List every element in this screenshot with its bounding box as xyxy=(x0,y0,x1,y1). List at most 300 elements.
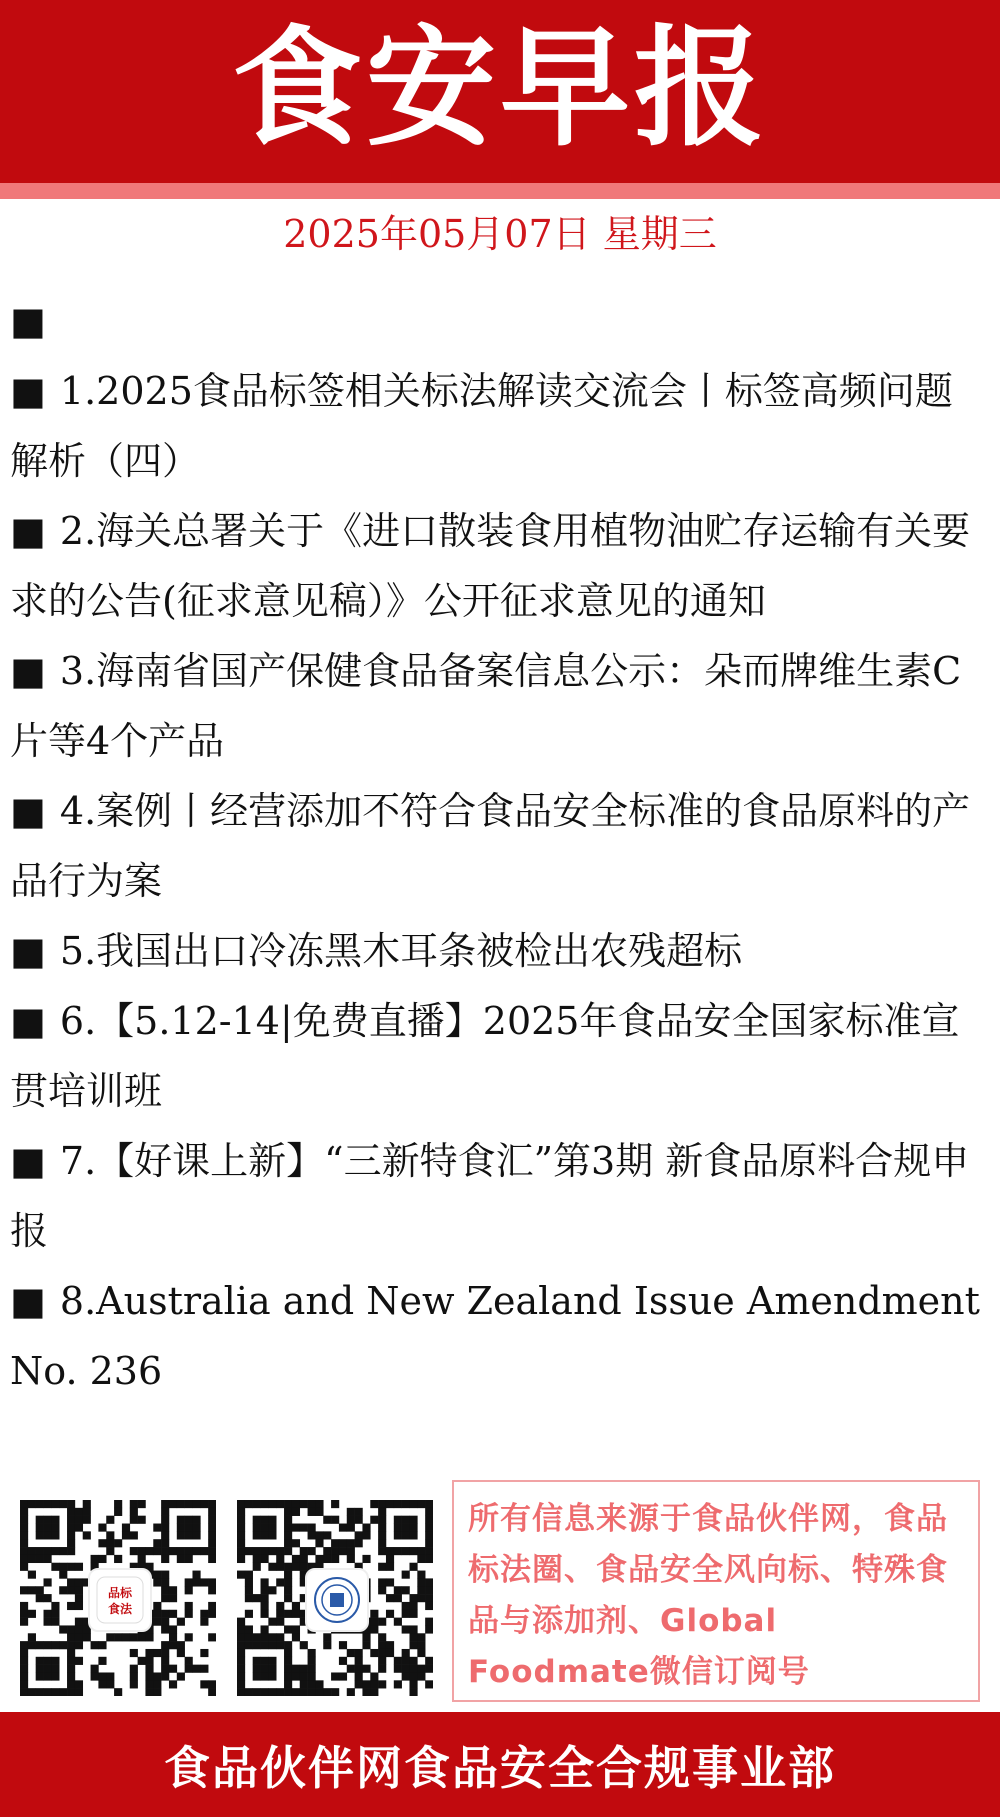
qr-module xyxy=(200,1618,208,1626)
qr-module xyxy=(370,1618,378,1626)
qr-module xyxy=(425,1602,433,1610)
qr-module xyxy=(153,1672,161,1680)
qr-module xyxy=(44,1657,52,1665)
headline-item[interactable] xyxy=(10,916,985,986)
qr-module xyxy=(51,1688,59,1696)
qr-module xyxy=(185,1516,193,1524)
qr-module xyxy=(362,1641,370,1649)
qr-module xyxy=(67,1524,75,1532)
qr-module xyxy=(169,1665,177,1673)
qr-module xyxy=(378,1586,386,1594)
qr-module xyxy=(208,1602,216,1610)
qr-module xyxy=(308,1680,316,1688)
qr-module xyxy=(36,1672,44,1680)
qr-module xyxy=(425,1516,433,1524)
qr-module xyxy=(237,1633,245,1641)
qr-module xyxy=(67,1641,75,1649)
headline-text: 7.【好课上新】“三新特食汇”第3期 新食品原料合规申报 xyxy=(10,1139,970,1253)
qr-module xyxy=(394,1516,402,1524)
qr-module xyxy=(292,1563,300,1571)
qr-module xyxy=(28,1586,36,1594)
qr-module xyxy=(51,1547,59,1555)
qr-module xyxy=(153,1539,161,1547)
logo-mark xyxy=(95,1575,145,1625)
qr-module xyxy=(51,1657,59,1665)
qr-module xyxy=(192,1500,200,1508)
qr-module xyxy=(237,1641,245,1649)
headline-list xyxy=(10,286,985,1406)
qr-module xyxy=(409,1672,417,1680)
qr-module xyxy=(208,1578,216,1586)
qr-module xyxy=(169,1586,177,1594)
qr-module xyxy=(67,1586,75,1594)
qr-module xyxy=(200,1665,208,1673)
qr-module xyxy=(308,1657,316,1665)
qr-module xyxy=(261,1657,269,1665)
qr-module xyxy=(83,1531,91,1539)
qr-module xyxy=(145,1649,153,1657)
qr-module xyxy=(261,1500,269,1508)
qr-module xyxy=(20,1688,28,1696)
qr-module xyxy=(36,1586,44,1594)
qr-module xyxy=(268,1665,276,1673)
qr-module xyxy=(370,1680,378,1688)
headline-text: 4.案例丨经营添加不符合食品安全标准的食品原料的产品行为案 xyxy=(10,789,971,903)
headline-item[interactable] xyxy=(10,776,985,916)
qr-module xyxy=(192,1531,200,1539)
bullet-icon: ■ xyxy=(10,929,46,973)
svg-text:品标: 品标 xyxy=(107,1586,133,1600)
qr-module xyxy=(75,1586,83,1594)
qr-module xyxy=(75,1680,83,1688)
qr-module xyxy=(417,1633,425,1641)
qr-module xyxy=(44,1531,52,1539)
qr-module xyxy=(386,1641,394,1649)
qr-module xyxy=(402,1500,410,1508)
qr-module xyxy=(284,1539,292,1547)
qr-module xyxy=(378,1578,386,1586)
qr-module xyxy=(177,1618,185,1626)
headline-item[interactable] xyxy=(10,1266,985,1406)
qr-module xyxy=(237,1524,245,1532)
qr-module xyxy=(394,1665,402,1673)
qr-module xyxy=(268,1547,276,1555)
qr-module xyxy=(425,1594,433,1602)
qr-module xyxy=(394,1586,402,1594)
qr-module xyxy=(425,1539,433,1547)
qr-module xyxy=(185,1524,193,1532)
qr-module xyxy=(169,1610,177,1618)
qr-module xyxy=(20,1657,28,1665)
qr-module xyxy=(67,1672,75,1680)
headline-item[interactable] xyxy=(10,286,985,356)
qr-module xyxy=(409,1688,417,1696)
qr-module xyxy=(200,1578,208,1586)
qr-module xyxy=(402,1649,410,1657)
qr-module xyxy=(284,1508,292,1516)
qr-module xyxy=(169,1633,177,1641)
headline-item[interactable] xyxy=(10,356,985,496)
qr-module xyxy=(284,1680,292,1688)
qr-module xyxy=(153,1688,161,1696)
qr-module xyxy=(161,1539,169,1547)
qr-module xyxy=(409,1680,417,1688)
qr-module xyxy=(177,1524,185,1532)
qr-module xyxy=(106,1516,114,1524)
qr-module xyxy=(245,1578,253,1586)
qr-module xyxy=(284,1672,292,1680)
qr-module xyxy=(315,1680,323,1688)
qr-module xyxy=(300,1524,308,1532)
qr-module xyxy=(409,1547,417,1555)
qr-module xyxy=(145,1547,153,1555)
qr-module xyxy=(300,1547,308,1555)
qr-module xyxy=(409,1500,417,1508)
qr-module xyxy=(98,1555,106,1563)
qr-module xyxy=(417,1641,425,1649)
qr-module xyxy=(130,1672,138,1680)
qr-module xyxy=(20,1610,28,1618)
qr-module xyxy=(347,1665,355,1673)
qr-module xyxy=(386,1563,394,1571)
qr-module xyxy=(185,1547,193,1555)
qr-module xyxy=(51,1672,59,1680)
qr-module xyxy=(402,1524,410,1532)
qr-module xyxy=(75,1633,83,1641)
qr-module xyxy=(28,1547,36,1555)
qr-module xyxy=(300,1500,308,1508)
qr-module xyxy=(378,1657,386,1665)
bullet-icon: ■ xyxy=(10,789,46,833)
qr-module xyxy=(185,1578,193,1586)
qr-module xyxy=(20,1641,28,1649)
qr-module xyxy=(323,1633,331,1641)
qr-module xyxy=(208,1688,216,1696)
qr-module xyxy=(339,1641,347,1649)
qr-module xyxy=(409,1516,417,1524)
qr-module xyxy=(200,1649,208,1657)
qr-module xyxy=(138,1547,146,1555)
qr-module xyxy=(36,1688,44,1696)
qr-module xyxy=(276,1633,284,1641)
qr-module xyxy=(51,1602,59,1610)
qr-module xyxy=(347,1516,355,1524)
qr-module xyxy=(300,1563,308,1571)
qr-module xyxy=(284,1657,292,1665)
qr-module xyxy=(261,1641,269,1649)
qr-module xyxy=(292,1688,300,1696)
qr-module xyxy=(130,1508,138,1516)
qr-module xyxy=(67,1531,75,1539)
qr-module xyxy=(402,1571,410,1579)
footer-block xyxy=(0,1480,1000,1710)
qr-module xyxy=(268,1500,276,1508)
qr-module xyxy=(261,1516,269,1524)
qr-module xyxy=(417,1594,425,1602)
qr-module xyxy=(245,1625,253,1633)
qr-module xyxy=(378,1618,386,1626)
qr-module xyxy=(417,1586,425,1594)
masthead-stripe xyxy=(0,183,1000,199)
qr-module xyxy=(253,1657,261,1665)
qr-module xyxy=(308,1665,316,1673)
qr-module xyxy=(44,1524,52,1532)
qr-module xyxy=(75,1625,83,1633)
qr-module xyxy=(362,1665,370,1673)
qr-module xyxy=(394,1680,402,1688)
qr-module xyxy=(145,1688,153,1696)
qr-module xyxy=(208,1524,216,1532)
qr-module xyxy=(323,1531,331,1539)
qr-module xyxy=(20,1586,28,1594)
qr-module xyxy=(276,1618,284,1626)
qr-module xyxy=(67,1680,75,1688)
qr-module xyxy=(315,1555,323,1563)
qr-module xyxy=(153,1524,161,1532)
qr-module xyxy=(245,1688,253,1696)
qr-module xyxy=(409,1610,417,1618)
bullet-icon: ■ xyxy=(10,1139,46,1183)
qr-module xyxy=(161,1547,169,1555)
qr-module xyxy=(402,1665,410,1673)
qr-module xyxy=(425,1586,433,1594)
qr-module xyxy=(130,1633,138,1641)
qr-module xyxy=(208,1555,216,1563)
qr-module xyxy=(409,1657,417,1665)
qr-module xyxy=(185,1665,193,1673)
qr-module xyxy=(425,1500,433,1508)
qr-module xyxy=(51,1563,59,1571)
qr-module xyxy=(370,1688,378,1696)
qr-module xyxy=(292,1524,300,1532)
qr-module xyxy=(394,1594,402,1602)
qr-module xyxy=(36,1594,44,1602)
qr-module xyxy=(237,1539,245,1547)
qr-module xyxy=(122,1531,130,1539)
qr-module xyxy=(284,1531,292,1539)
qr-module xyxy=(378,1563,386,1571)
qr-module xyxy=(67,1500,75,1508)
qr-module xyxy=(245,1547,253,1555)
qr-module xyxy=(177,1547,185,1555)
qr-module xyxy=(339,1672,347,1680)
qr-module xyxy=(59,1688,67,1696)
qr-module xyxy=(284,1594,292,1602)
qr-module xyxy=(75,1563,83,1571)
qr-module xyxy=(253,1563,261,1571)
qr-module xyxy=(130,1500,138,1508)
qr-module xyxy=(138,1657,146,1665)
qr-module xyxy=(98,1539,106,1547)
qr-module xyxy=(425,1657,433,1665)
qr-code-2[interactable] xyxy=(237,1500,433,1696)
qr-module xyxy=(339,1524,347,1532)
qr-module xyxy=(237,1516,245,1524)
qr-module xyxy=(261,1602,269,1610)
qr-module xyxy=(44,1500,52,1508)
qr-module xyxy=(36,1555,44,1563)
qr-module xyxy=(284,1578,292,1586)
qr-module xyxy=(386,1555,394,1563)
qr-module xyxy=(292,1508,300,1516)
qr-code-1[interactable] xyxy=(20,1500,216,1696)
qr-module xyxy=(284,1610,292,1618)
footer-text: 食品伙伴网食品安全合规事业部 xyxy=(164,1740,836,1795)
qr-module xyxy=(284,1641,292,1649)
qr-module xyxy=(20,1672,28,1680)
qr-module xyxy=(284,1516,292,1524)
qr-module xyxy=(44,1688,52,1696)
qr-module xyxy=(51,1524,59,1532)
qr-module xyxy=(378,1539,386,1547)
bullet-icon: ■ xyxy=(10,1279,46,1323)
qr-module xyxy=(44,1555,52,1563)
qr-module xyxy=(292,1555,300,1563)
qr-module xyxy=(284,1649,292,1657)
qr-module xyxy=(386,1547,394,1555)
qr-module xyxy=(355,1539,363,1547)
qr-module xyxy=(192,1665,200,1673)
qr-module xyxy=(208,1531,216,1539)
headline-text: 1.2025食品标签相关标法解读交流会丨标签高频问题解析（四） xyxy=(10,369,953,483)
qr-module xyxy=(75,1578,83,1586)
qr-module xyxy=(161,1625,169,1633)
qr-module xyxy=(44,1516,52,1524)
qr-module xyxy=(185,1657,193,1665)
qr-module xyxy=(59,1586,67,1594)
qr-module xyxy=(284,1563,292,1571)
qr-module xyxy=(268,1516,276,1524)
qr-module xyxy=(370,1672,378,1680)
qr-module xyxy=(153,1571,161,1579)
qr-module xyxy=(185,1633,193,1641)
qr-module xyxy=(339,1657,347,1665)
qr-module xyxy=(245,1641,253,1649)
qr-module xyxy=(253,1524,261,1532)
qr-module xyxy=(138,1516,146,1524)
qr-module xyxy=(185,1586,193,1594)
qr-module xyxy=(114,1500,122,1508)
qr-module xyxy=(51,1665,59,1673)
qr-module xyxy=(169,1625,177,1633)
qr-module xyxy=(20,1547,28,1555)
qr-module xyxy=(268,1531,276,1539)
qr-module xyxy=(315,1500,323,1508)
qr-module xyxy=(51,1531,59,1539)
qr-module xyxy=(161,1571,169,1579)
headline-item[interactable] xyxy=(10,986,985,1126)
qr-module xyxy=(208,1680,216,1688)
qr-module xyxy=(237,1618,245,1626)
qr-module xyxy=(83,1508,91,1516)
qr-module xyxy=(331,1672,339,1680)
qr-module xyxy=(130,1516,138,1524)
qr-module xyxy=(67,1516,75,1524)
qr-module xyxy=(145,1665,153,1673)
qr-module xyxy=(292,1539,300,1547)
seal-mark xyxy=(312,1575,362,1625)
qr-module xyxy=(59,1625,67,1633)
qr-module xyxy=(268,1633,276,1641)
qr-module xyxy=(75,1516,83,1524)
qr-module xyxy=(153,1578,161,1586)
qr-module xyxy=(292,1500,300,1508)
qr-module xyxy=(402,1657,410,1665)
qr-module xyxy=(91,1555,99,1563)
qr-module xyxy=(237,1688,245,1696)
headline-item[interactable] xyxy=(10,1126,985,1266)
qr-module xyxy=(253,1672,261,1680)
qr-module xyxy=(261,1531,269,1539)
qr-module xyxy=(284,1586,292,1594)
qr-module xyxy=(308,1649,316,1657)
qr-module xyxy=(106,1531,114,1539)
qr-module xyxy=(355,1508,363,1516)
qr-module xyxy=(237,1672,245,1680)
qr-module xyxy=(177,1641,185,1649)
qr-module xyxy=(185,1531,193,1539)
qr-module xyxy=(145,1633,153,1641)
qr-module xyxy=(355,1516,363,1524)
qr-module xyxy=(67,1563,75,1571)
qr-module xyxy=(378,1508,386,1516)
qr-module xyxy=(98,1641,106,1649)
qr-module xyxy=(138,1555,146,1563)
qr-module xyxy=(253,1641,261,1649)
qr-module xyxy=(130,1547,138,1555)
qr-module xyxy=(308,1547,316,1555)
qr-module xyxy=(276,1641,284,1649)
qr-module xyxy=(261,1610,269,1618)
qr-module xyxy=(284,1665,292,1673)
qr-module xyxy=(106,1547,114,1555)
bullet-icon: ■ xyxy=(10,299,46,343)
qr-module xyxy=(237,1508,245,1516)
qr-module xyxy=(185,1500,193,1508)
qr-module xyxy=(425,1578,433,1586)
source-note: 所有信息来源于食品伙伴网，食品标法圈、食品安全风向标、特殊食品与添加剂、Global Foodmate微信订阅号 xyxy=(452,1480,980,1702)
qr-module xyxy=(331,1500,339,1508)
qr-module xyxy=(98,1672,106,1680)
qr-module xyxy=(261,1665,269,1673)
qr-module xyxy=(91,1641,99,1649)
qr-module xyxy=(36,1531,44,1539)
qr-module xyxy=(98,1657,106,1665)
qr-module xyxy=(161,1508,169,1516)
qr-module xyxy=(67,1547,75,1555)
qr-module xyxy=(292,1610,300,1618)
qr-module xyxy=(161,1665,169,1673)
qr-module xyxy=(409,1641,417,1649)
headline-item[interactable] xyxy=(10,496,985,636)
qr-module xyxy=(300,1555,308,1563)
qr-module xyxy=(67,1578,75,1586)
qr-module xyxy=(331,1555,339,1563)
qr-module xyxy=(284,1524,292,1532)
qr-module xyxy=(130,1680,138,1688)
qr-module xyxy=(386,1649,394,1657)
qr-module xyxy=(237,1665,245,1673)
qr-module xyxy=(169,1641,177,1649)
qr-module xyxy=(28,1610,36,1618)
qr-module xyxy=(253,1531,261,1539)
qr-module xyxy=(177,1649,185,1657)
qr-module xyxy=(192,1516,200,1524)
qr-module xyxy=(378,1633,386,1641)
headline-item[interactable] xyxy=(10,636,985,776)
qr-module xyxy=(161,1672,169,1680)
qr-module xyxy=(44,1672,52,1680)
